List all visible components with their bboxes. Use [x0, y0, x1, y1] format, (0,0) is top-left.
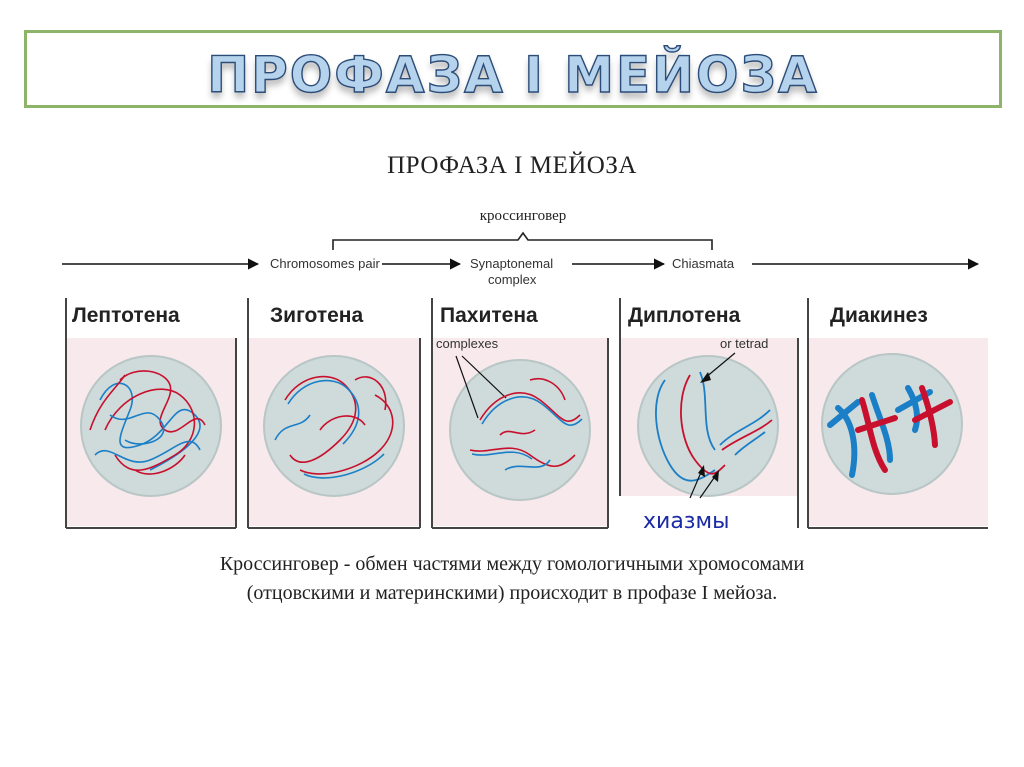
figure-subtitle: ПРОФАЗА I МЕЙОЗА	[387, 152, 637, 179]
stage-leptotene	[66, 298, 236, 528]
timeline-step-1: Chromosomes pair	[270, 256, 380, 271]
stage-label-pachytene: Пахитена	[440, 304, 538, 327]
stage-label-leptotene: Лептотена	[72, 304, 180, 327]
timeline-step-2-line2: complex	[488, 272, 537, 287]
stage-label-diakinesis: Диакинез	[830, 304, 928, 327]
slide-title: ПРОФАЗА I МЕЙОЗА	[207, 46, 819, 104]
stage-label-zygotene: Зиготена	[270, 304, 364, 327]
stage-diakinesis	[808, 298, 988, 528]
crossover-brace	[333, 233, 712, 250]
stage-label-diplotene: Диплотена	[628, 304, 741, 327]
nucleus	[264, 356, 404, 496]
caption-line-2: (отцовскими и материнскими) происходит в профазе I мейоза.	[246, 582, 778, 604]
stage-zygotene	[248, 298, 420, 528]
stage-diplotene	[620, 298, 798, 528]
timeline-step-3: Chiasmata	[672, 256, 735, 271]
nucleus	[822, 354, 962, 494]
nucleus	[450, 360, 590, 500]
caption-line-1: Кроссинговер - обмен частями между гомологичными хромосомами	[219, 553, 805, 575]
crossover-label: кроссинговер	[479, 208, 567, 224]
timeline	[62, 256, 978, 287]
complexes-note: complexes	[436, 336, 499, 351]
timeline-step-2: Synaptonemal	[470, 256, 554, 271]
stage-pachytene	[432, 298, 608, 528]
chiasma-label: хиазмы	[643, 509, 730, 534]
tetrad-note: or tetrad	[720, 336, 769, 351]
